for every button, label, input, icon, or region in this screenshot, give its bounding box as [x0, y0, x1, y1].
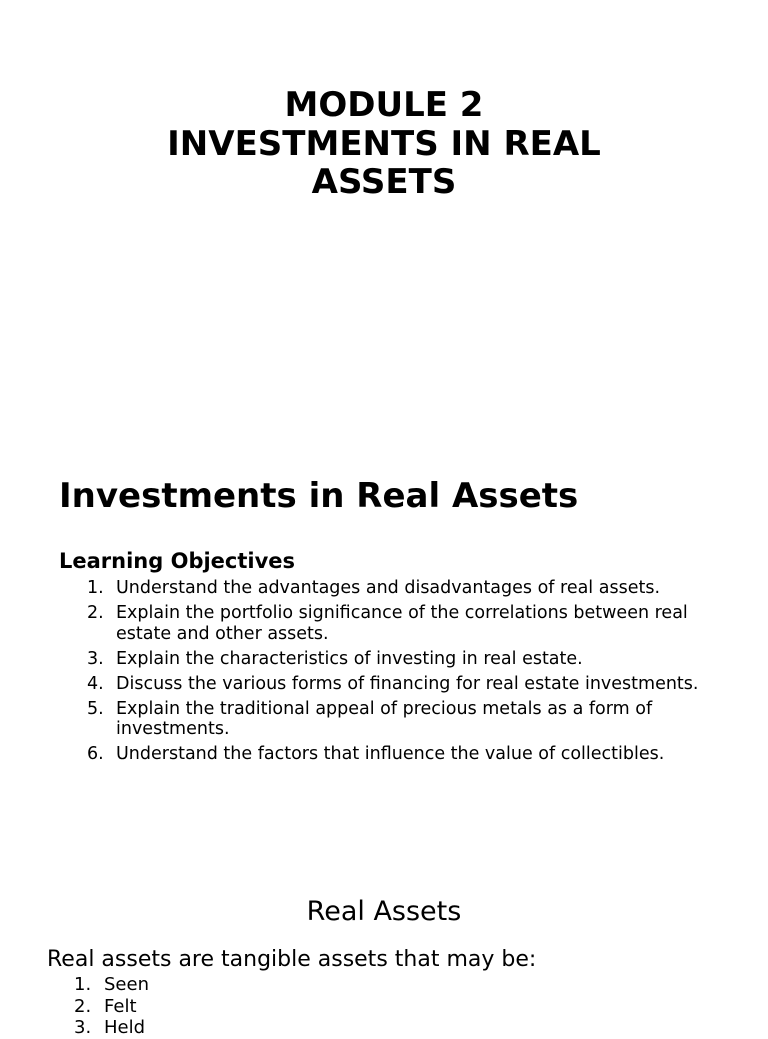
- module-title-line-2: INVESTMENTS IN REAL: [167, 123, 601, 164]
- learning-objectives-list: [74, 578, 724, 769]
- objective-number: 3.: [87, 648, 104, 669]
- objective-text: Explain the characteristics of investing in real estate.: [116, 648, 583, 669]
- real-assets-intro: Real assets are tangible assets that may be:: [47, 947, 537, 972]
- asset-item: [74, 996, 149, 1018]
- asset-item: [74, 1017, 149, 1039]
- objective-number: 2.: [87, 603, 104, 623]
- objective-text: Explain the portfolio significance of the correlations between real estate and other assets.: [116, 603, 688, 644]
- slide-heading: Investments in Real Assets: [59, 476, 579, 516]
- objective-number: 6.: [87, 744, 104, 764]
- asset-number: 2.: [74, 995, 92, 1017]
- objective-item: [74, 744, 724, 765]
- asset-text: Held: [104, 1017, 146, 1038]
- module-title-line-1: MODULE 2: [284, 85, 484, 125]
- objective-number: 1.: [87, 578, 104, 598]
- objective-number: 4.: [87, 673, 104, 694]
- objective-text: Explain the traditional appeal of precious metals as a form of investments.: [116, 698, 653, 739]
- learning-objectives-title: Learning Objectives: [59, 549, 296, 573]
- asset-text: Seen: [104, 974, 149, 995]
- objective-item: [74, 603, 724, 644]
- asset-number: 3.: [74, 1017, 92, 1038]
- module-title-line-3: ASSETS: [311, 162, 457, 202]
- objective-item: [74, 699, 724, 740]
- real-assets-title: Real Assets: [306, 896, 462, 927]
- objective-text: Understand the factors that influence the value of collectibles.: [116, 744, 665, 764]
- real-assets-list: [74, 974, 149, 1039]
- objective-item: [74, 578, 724, 599]
- asset-item: [74, 974, 149, 996]
- objective-item: [74, 674, 724, 695]
- objective-text: Discuss the various forms of financing for real estate investments.: [116, 673, 699, 694]
- objective-number: 5.: [87, 698, 104, 719]
- module-title: [0, 86, 768, 202]
- objective-item: [74, 649, 724, 670]
- objective-text: Understand the advantages and disadvantages of real assets.: [116, 578, 661, 598]
- asset-text: Felt: [104, 995, 137, 1017]
- asset-number: 1.: [74, 974, 92, 995]
